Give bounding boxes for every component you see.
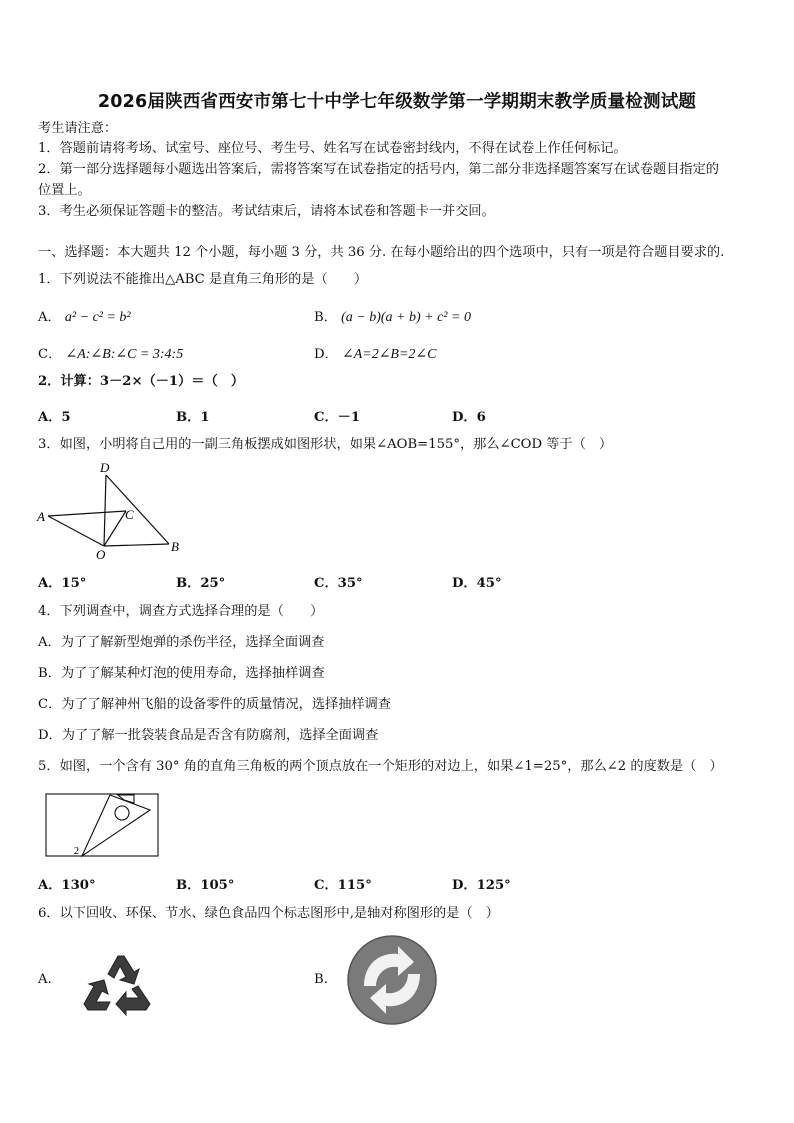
q5-stem: 5．如图，一个含有 30° 角的直角三角板的两个顶点放在一个矩形的对边上，如果∠1=25°，那么∠2 的度数是（ ）: [38, 759, 723, 774]
q3-label-o: O: [96, 547, 106, 562]
q5-angle-2-label: 2: [74, 846, 79, 857]
q1-option-a: a² − c² = b²: [64, 310, 131, 325]
q5-option-c: C．115°: [314, 878, 372, 893]
q4-option-b: B．为了了解某种灯泡的使用寿命，选择抽样调查: [38, 666, 325, 681]
q3-label-c: C: [125, 507, 134, 522]
q2-stem: 2．计算：3－2×（－1）＝（ ）: [38, 374, 245, 389]
q5-option-a: A．130°: [38, 878, 96, 893]
q5-rectangle-figure: [44, 790, 162, 860]
q1-option-d: ∠A=2∠B=2∠C: [341, 347, 437, 362]
green-dot-icon: [346, 934, 438, 1026]
q3-stem: 3．如图，小明将自己用的一副三角板摆成如图形状，如果∠AOB=155°，那么∠COD 等于（ ）: [38, 437, 613, 452]
q3-option-b: B．25°: [176, 576, 226, 591]
q1-option-c: ∠A:∠B:∠C = 3:4:5: [65, 347, 184, 362]
notice-heading: 考生请注意：: [38, 121, 118, 136]
q1-option-b-label: B．: [314, 310, 337, 325]
q3-label-b: B: [171, 539, 179, 554]
q3-option-a: A．15°: [38, 576, 87, 591]
q6-option-a-label: A.: [38, 972, 52, 987]
q3-label-a: A: [37, 509, 45, 524]
recycle-icon: [76, 944, 162, 1022]
q1-option-d-label: D．: [314, 347, 338, 362]
section-heading: 一、选择题：本大题共 12 个小题，每小题 3 分，共 36 分. 在每小题给出的四个选项中，只有一项是符合题目要求的.: [38, 245, 725, 260]
page-title: 2026届陕西省西安市第七十中学七年级数学第一学期期末教学质量检测试题: [97, 92, 697, 112]
q1-option-b: (a − b)(a + b) + c² = 0: [341, 310, 471, 325]
notice-item-1: 1．答题前请将考场、试室号、座位号、考生号、姓名写在试卷密封线内，不得在试卷上作任何标记。: [38, 141, 627, 156]
q4-option-c: C．为了了解神州飞船的设备零件的质量情况，选择抽样调查: [38, 697, 391, 712]
q2-option-c: C．－1: [314, 410, 361, 425]
q1-stem: 1．下列说法不能推出△ABC 是直角三角形的是（ ）: [38, 272, 368, 287]
q3-option-d: D．45°: [452, 576, 502, 591]
q6-stem: 6．以下回收、环保、节水、绿色食品四个标志图形中,是轴对称图形的是（ ）: [38, 906, 499, 921]
q3-option-c: C．35°: [314, 576, 363, 591]
notice-item-2: 2．第一部分选择题每小题选出答案后，需将答案写在试卷指定的括号内，第二部分非选择题答案写在试卷题目指定的: [38, 162, 719, 177]
q4-stem: 4．下列调查中，调查方式选择合理的是（ ）: [38, 604, 324, 619]
q1-option-a-label: A．: [38, 310, 61, 325]
q4-option-d: D．为了了解一批袋装食品是否含有防腐剂，选择全面调查: [38, 728, 379, 743]
q2-option-d: D．6: [452, 410, 486, 425]
q5-option-d: D．125°: [452, 878, 511, 893]
q2-option-a: A．5: [38, 410, 71, 425]
q3-label-d: D: [100, 460, 110, 475]
q1-option-c-label: C．: [38, 347, 62, 362]
q6-option-b-label: B.: [314, 972, 328, 987]
q5-option-b: B．105°: [176, 878, 235, 893]
notice-item-2-cont: 位置上。: [38, 183, 91, 198]
q4-option-a: A．为了了解新型炮弹的杀伤半径，选择全面调查: [38, 635, 325, 650]
q2-option-b: B．1: [176, 410, 210, 425]
q3-triangle-figure: [34, 460, 194, 562]
notice-item-3: 3．考生必须保证答题卡的整洁。考试结束后，请将本试卷和答题卡一并交回。: [38, 204, 495, 219]
